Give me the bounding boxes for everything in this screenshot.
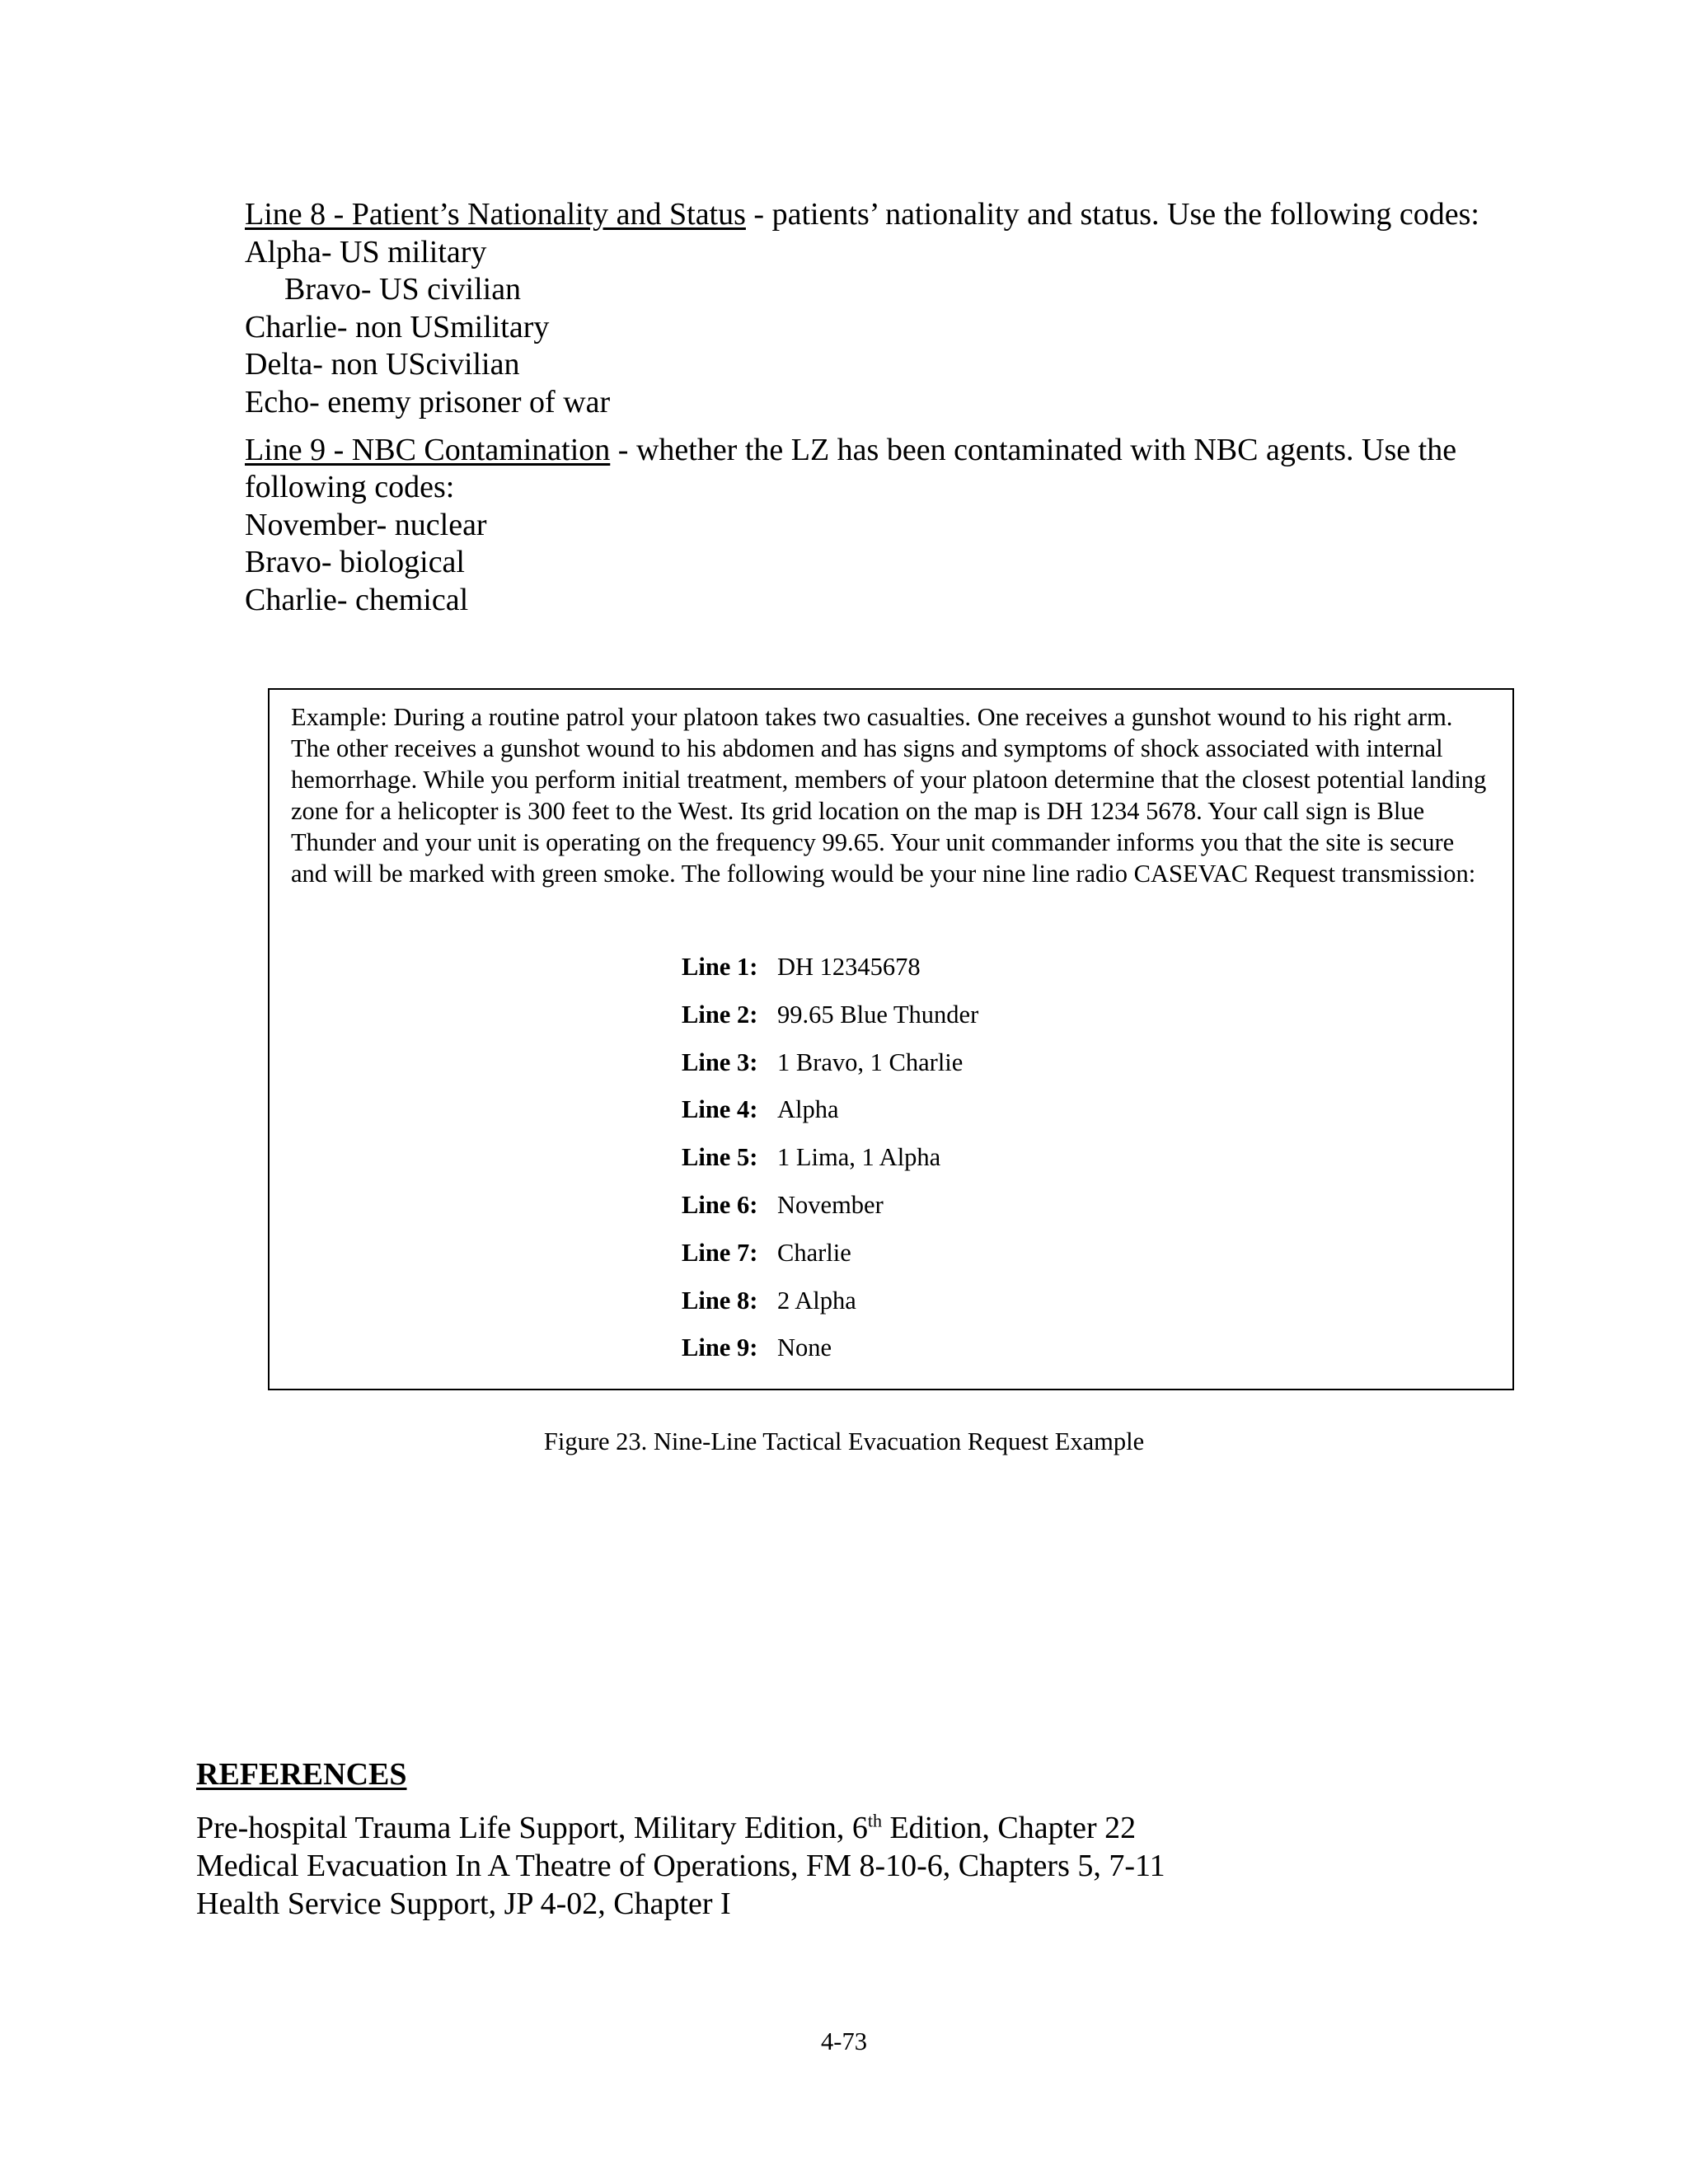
reference-superscript: th <box>867 1810 882 1831</box>
line-value: None <box>777 1333 832 1362</box>
nine-line-row <box>682 1324 978 1372</box>
line9-heading: Line 9 - NBC Contamination <box>245 432 611 467</box>
line8-paragraph <box>245 196 1498 422</box>
line-label: Line 4: <box>682 1095 758 1124</box>
page-number: 4-73 <box>821 2027 867 2055</box>
example-box <box>268 688 1514 1390</box>
line8-code: Echo- enemy prisoner of war <box>245 384 611 419</box>
nine-line-row <box>682 1230 978 1277</box>
nine-line-row <box>682 1039 978 1087</box>
line-value: November <box>777 1190 884 1219</box>
reference-text: Pre-hospital Trauma Life Support, Military Edition, 6 <box>196 1811 868 1845</box>
body-text <box>245 196 1498 620</box>
example-text: Example: During a routine patrol your platoon takes two casualties. One receives a gunshot wound to his right arm. The other receives a gunshot wound to his abdomen and has signs and symptoms of shock associated with internal hemorrhage. While you perform initial treatment, members of your platoon determine that the closest potential landing zone for a helicopter is 300 feet to the West. Its grid location on the map is DH 1234 5678. Your call sign is Blue Thunder and your unit is operating on the frequency 99.65. Your unit commander informs you that the site is secure and will be marked with green smoke. The following would be your nine line radio CASEVAC Request transmission: <box>291 703 1487 888</box>
nine-line-list <box>682 944 978 1372</box>
line9-code: Bravo- biological <box>245 545 465 580</box>
line-label: Line 9: <box>682 1333 758 1362</box>
line-label: Line 6: <box>682 1190 758 1219</box>
figure-caption: Figure 23. Nine-Line Tactical Evacuation Request Example <box>543 1427 1145 1455</box>
line-value: 1 Lima, 1 Alpha <box>777 1143 941 1172</box>
line8-code: Delta- non UScivilian <box>245 347 520 382</box>
references-heading: REFERENCES <box>196 1757 407 1792</box>
line-value: DH 12345678 <box>777 953 921 981</box>
line9-paragraph <box>245 432 1498 620</box>
line-label: Line 7: <box>682 1238 758 1267</box>
nine-line-row <box>682 1086 978 1134</box>
reference-text: Health Service Support, JP 4-02, Chapter I <box>196 1886 731 1921</box>
reference-text-after: Edition, Chapter 22 <box>881 1811 1137 1845</box>
nine-line-row <box>682 991 978 1039</box>
nine-line-row <box>682 1277 978 1325</box>
line-label: Line 8: <box>682 1286 758 1315</box>
line-value: Charlie <box>777 1238 851 1267</box>
line8-code: Bravo- US civilian <box>284 272 522 307</box>
reference-text: Medical Evacuation In A Theatre of Operations, FM 8-10-6, Chapters 5, 7-11 <box>196 1849 1165 1883</box>
line8-code: Charlie- non USmilitary <box>245 309 550 344</box>
line9-code: Charlie- chemical <box>245 582 469 617</box>
line8-heading: Line 8 - Patient’s Nationality and Status <box>245 197 746 232</box>
line-label: Line 1: <box>682 953 758 981</box>
nine-line-row <box>682 944 978 991</box>
line-label: Line 5: <box>682 1143 758 1172</box>
reference-item <box>196 1809 1597 1847</box>
reference-item <box>196 1847 1597 1885</box>
reference-item <box>196 1885 1597 1923</box>
line-value: 1 Bravo, 1 Charlie <box>777 1047 964 1076</box>
line-value: 99.65 Blue Thunder <box>777 1000 979 1029</box>
nine-line-row <box>682 1182 978 1230</box>
line9-code: November- nuclear <box>245 507 487 542</box>
line8-text: - patients’ nationality and status. Use the following codes: <box>745 197 1479 232</box>
nine-line-row <box>682 1134 978 1182</box>
line8-code: Alpha- US military <box>245 234 487 269</box>
line-label: Line 2: <box>682 1000 758 1029</box>
line-value: 2 Alpha <box>777 1286 856 1315</box>
references-list <box>196 1809 1597 1923</box>
line-value: Alpha <box>777 1095 839 1124</box>
line-label: Line 3: <box>682 1047 758 1076</box>
line9-text: - whether the LZ has been contaminated with NBC agents. Use the following codes: <box>245 432 1457 505</box>
